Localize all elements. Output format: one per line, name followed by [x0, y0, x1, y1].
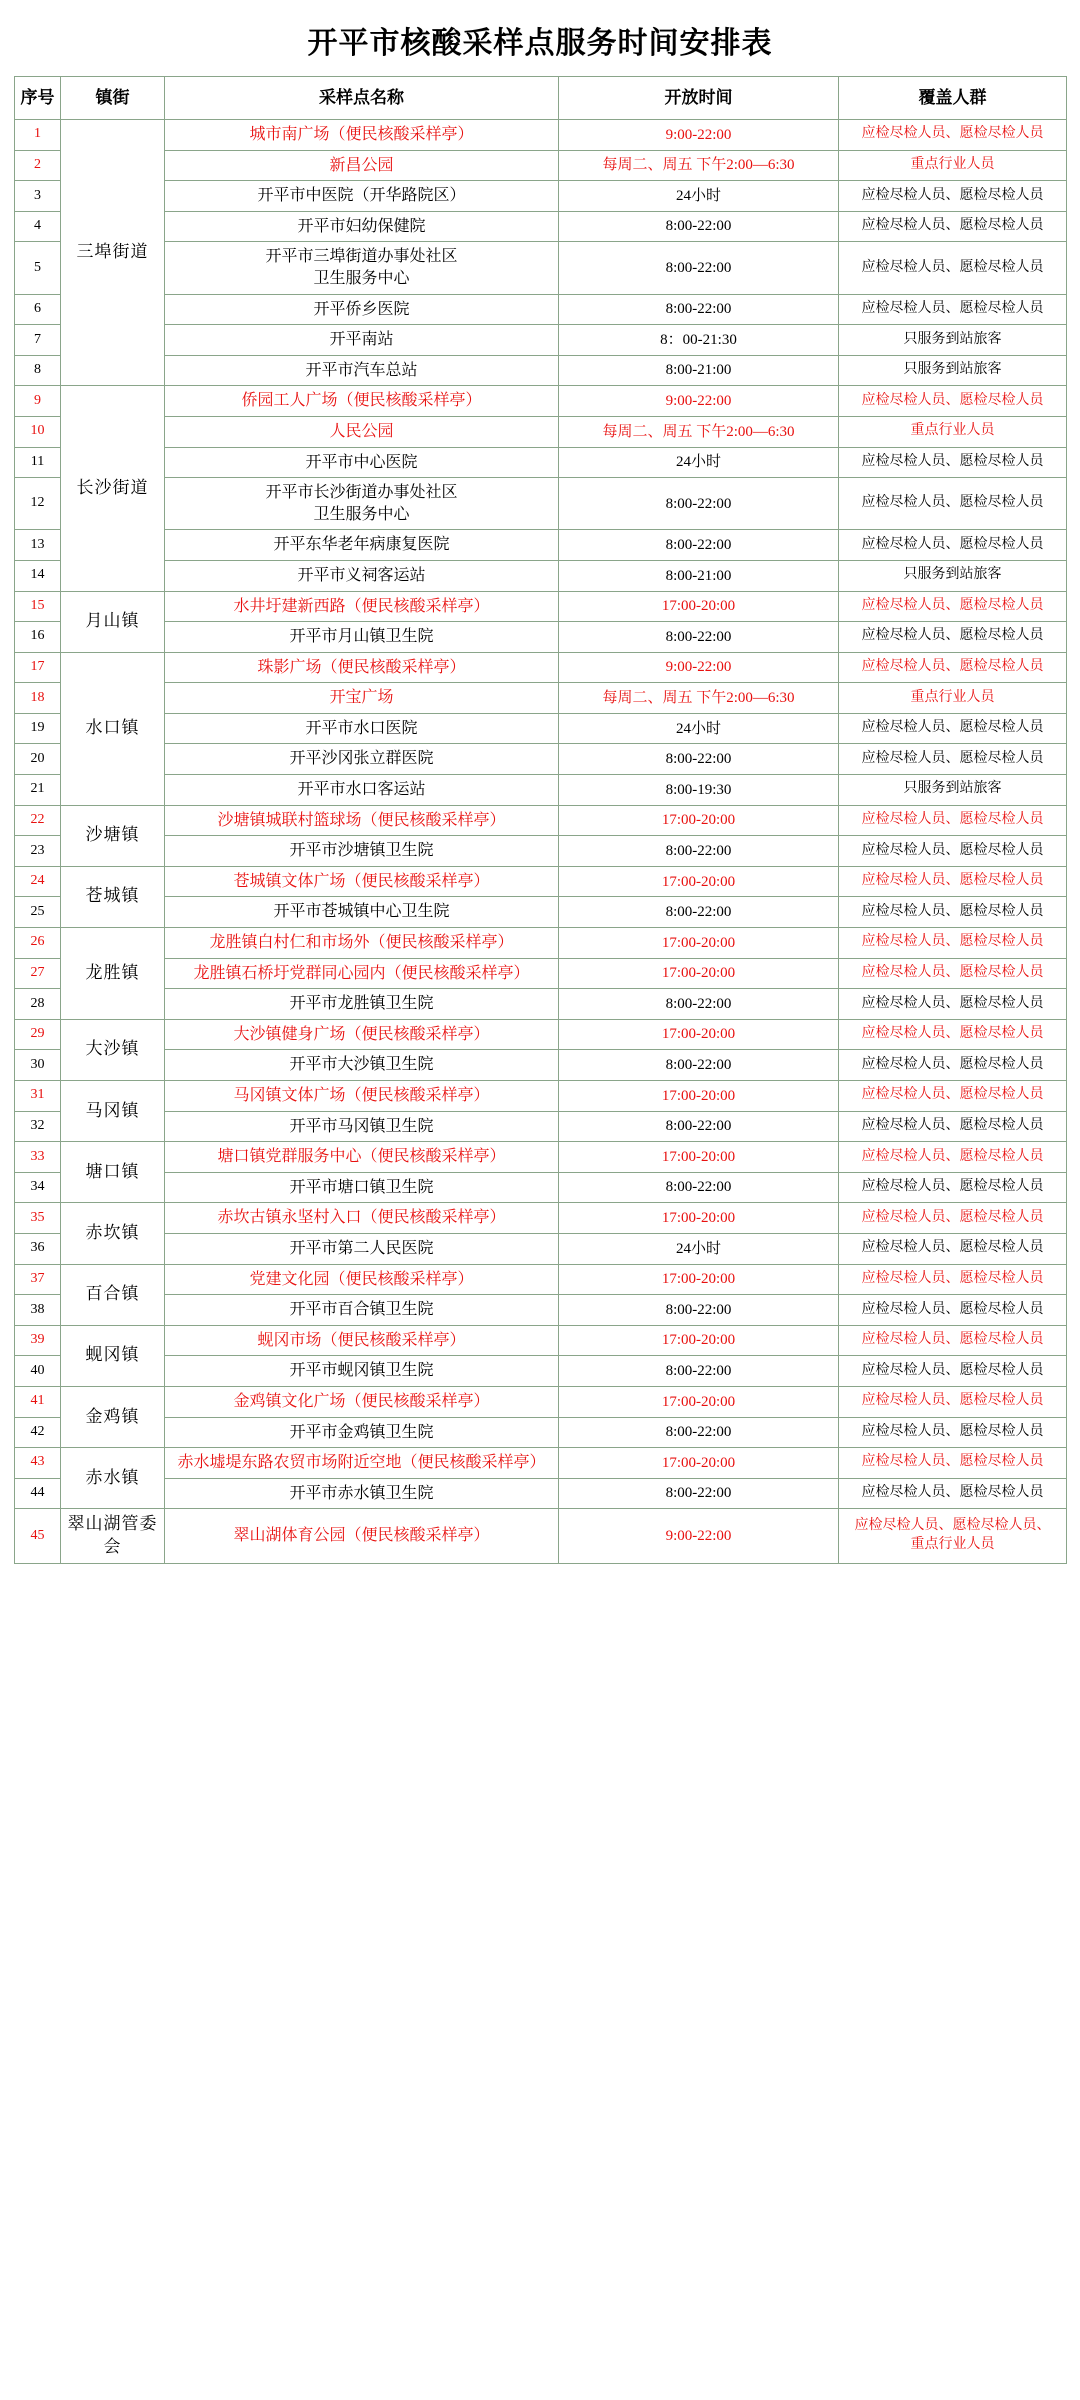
cell-covered-group: 应检尽检人员、愿检尽检人员: [839, 1233, 1067, 1264]
cell-index: 39: [15, 1325, 61, 1356]
cell-index: 37: [15, 1264, 61, 1295]
cell-open-time: 17:00-20:00: [559, 1081, 839, 1112]
cell-index: 5: [15, 242, 61, 294]
cell-index: 40: [15, 1356, 61, 1387]
cell-site-name: 翠山湖体育公园（便民核酸采样亭）: [165, 1509, 559, 1564]
cell-site-name: 大沙镇健身广场（便民核酸采样亭）: [165, 1019, 559, 1050]
table-row: [15, 897, 1067, 928]
cell-index: 8: [15, 355, 61, 386]
cell-covered-group: 应检尽检人员、愿检尽检人员: [839, 928, 1067, 959]
cell-open-time: 8:00-22:00: [559, 242, 839, 294]
cell-index: 10: [15, 416, 61, 447]
cell-site-name: 龙胜镇石桥圩党群同心园内（便民核酸采样亭）: [165, 958, 559, 989]
cell-covered-group: 应检尽检人员、愿检尽检人员: [839, 1478, 1067, 1509]
cell-index: 6: [15, 294, 61, 325]
column-header-time: 开放时间: [559, 77, 839, 120]
cell-open-time: 8:00-22:00: [559, 1111, 839, 1142]
cell-covered-group: 应检尽检人员、愿检尽检人员: [839, 1050, 1067, 1081]
cell-index: 1: [15, 120, 61, 151]
cell-covered-group: 重点行业人员: [839, 683, 1067, 714]
cell-site-name: 开平沙冈张立群医院: [165, 744, 559, 775]
cell-town: 苍城镇: [61, 866, 165, 927]
table-row: [15, 447, 1067, 478]
cell-index: 9: [15, 386, 61, 417]
cell-open-time: 每周二、周五 下午2:00—6:30: [559, 683, 839, 714]
cell-town: 翠山湖管委会: [61, 1509, 165, 1564]
cell-index: 28: [15, 989, 61, 1020]
table-row: [15, 355, 1067, 386]
table-row: [15, 591, 1067, 622]
table-header: [15, 77, 1067, 120]
cell-open-time: 8:00-22:00: [559, 211, 839, 242]
cell-covered-group: 应检尽检人员、愿检尽检人员: [839, 1356, 1067, 1387]
table-row: [15, 1325, 1067, 1356]
cell-index: 14: [15, 560, 61, 591]
cell-covered-group: 应检尽检人员、愿检尽检人员: [839, 1203, 1067, 1234]
cell-open-time: 9:00-22:00: [559, 652, 839, 683]
table-row: [15, 989, 1067, 1020]
table-row: [15, 928, 1067, 959]
table-row: [15, 652, 1067, 683]
cell-site-name: 水井圩建新西路（便民核酸采样亭）: [165, 591, 559, 622]
cell-index: 7: [15, 325, 61, 356]
cell-open-time: 17:00-20:00: [559, 866, 839, 897]
cell-index: 17: [15, 652, 61, 683]
cell-covered-group: 应检尽检人员、愿检尽检人员: [839, 1386, 1067, 1417]
cell-site-name: 开平市水口医院: [165, 713, 559, 744]
cell-index: 2: [15, 150, 61, 181]
table-row: [15, 1203, 1067, 1234]
cell-town: 沙塘镇: [61, 805, 165, 866]
cell-open-time: 8:00-22:00: [559, 530, 839, 561]
cell-index: 15: [15, 591, 61, 622]
cell-site-name: 开平东华老年病康复医院: [165, 530, 559, 561]
table-row: [15, 150, 1067, 181]
cell-open-time: 24小时: [559, 713, 839, 744]
cell-open-time: 每周二、周五 下午2:00—6:30: [559, 416, 839, 447]
cell-open-time: 17:00-20:00: [559, 928, 839, 959]
cell-open-time: 17:00-20:00: [559, 1264, 839, 1295]
cell-open-time: 8:00-22:00: [559, 836, 839, 867]
cell-index: 31: [15, 1081, 61, 1112]
cell-town: 三埠街道: [61, 120, 165, 386]
table-row: [15, 1509, 1067, 1564]
cell-open-time: 8:00-22:00: [559, 622, 839, 653]
cell-index: 22: [15, 805, 61, 836]
table-row: [15, 242, 1067, 294]
cell-site-name: 开平市月山镇卫生院: [165, 622, 559, 653]
cell-index: 23: [15, 836, 61, 867]
cell-covered-group: 应检尽检人员、愿检尽检人员: [839, 713, 1067, 744]
table-row: [15, 120, 1067, 151]
cell-town: 长沙街道: [61, 386, 165, 591]
table-row: [15, 1386, 1067, 1417]
cell-open-time: 17:00-20:00: [559, 958, 839, 989]
cell-open-time: 17:00-20:00: [559, 805, 839, 836]
cell-open-time: 9:00-22:00: [559, 1509, 839, 1564]
cell-covered-group: 应检尽检人员、愿检尽检人员、 重点行业人员: [839, 1509, 1067, 1564]
table-row: [15, 1081, 1067, 1112]
cell-index: 33: [15, 1142, 61, 1173]
cell-covered-group: 应检尽检人员、愿检尽检人员: [839, 1142, 1067, 1173]
cell-site-name: 开平市长沙街道办事处社区 卫生服务中心: [165, 478, 559, 530]
column-header-site: 采样点名称: [165, 77, 559, 120]
cell-site-name: 金鸡镇文化广场（便民核酸采样亭）: [165, 1386, 559, 1417]
table-row: [15, 560, 1067, 591]
table-row: [15, 416, 1067, 447]
cell-site-name: 开平市中医院（开华路院区）: [165, 181, 559, 212]
table-row: [15, 622, 1067, 653]
cell-index: 19: [15, 713, 61, 744]
table-header-row: [15, 77, 1067, 120]
table-row: [15, 1233, 1067, 1264]
cell-covered-group: 应检尽检人员、愿检尽检人员: [839, 1448, 1067, 1479]
cell-index: 13: [15, 530, 61, 561]
cell-site-name: 塘口镇党群服务中心（便民核酸采样亭）: [165, 1142, 559, 1173]
cell-covered-group: 应检尽检人员、愿检尽检人员: [839, 1417, 1067, 1448]
cell-open-time: 8:00-22:00: [559, 744, 839, 775]
cell-open-time: 17:00-20:00: [559, 591, 839, 622]
table-row: [15, 386, 1067, 417]
cell-open-time: 17:00-20:00: [559, 1325, 839, 1356]
table-row: [15, 1448, 1067, 1479]
table-row: [15, 478, 1067, 530]
cell-covered-group: 应检尽检人员、愿检尽检人员: [839, 1295, 1067, 1326]
cell-open-time: 24小时: [559, 447, 839, 478]
table-row: [15, 1111, 1067, 1142]
cell-covered-group: 应检尽检人员、愿检尽检人员: [839, 478, 1067, 530]
cell-site-name: 开宝广场: [165, 683, 559, 714]
cell-town: 蚬冈镇: [61, 1325, 165, 1386]
cell-site-name: 新昌公园: [165, 150, 559, 181]
cell-site-name: 党建文化园（便民核酸采样亭）: [165, 1264, 559, 1295]
cell-site-name: 开平市三埠街道办事处社区 卫生服务中心: [165, 242, 559, 294]
cell-covered-group: 应检尽检人员、愿检尽检人员: [839, 897, 1067, 928]
cell-covered-group: 应检尽检人员、愿检尽检人员: [839, 744, 1067, 775]
cell-index: 41: [15, 1386, 61, 1417]
cell-site-name: 侨园工人广场（便民核酸采样亭）: [165, 386, 559, 417]
cell-index: 29: [15, 1019, 61, 1050]
cell-covered-group: 应检尽检人员、愿检尽检人员: [839, 866, 1067, 897]
cell-covered-group: 应检尽检人员、愿检尽检人员: [839, 1264, 1067, 1295]
cell-site-name: 开平侨乡医院: [165, 294, 559, 325]
cell-open-time: 9:00-22:00: [559, 120, 839, 151]
cell-index: 30: [15, 1050, 61, 1081]
cell-covered-group: 应检尽检人员、愿检尽检人员: [839, 836, 1067, 867]
table-row: [15, 958, 1067, 989]
table-row: [15, 294, 1067, 325]
table-row: [15, 683, 1067, 714]
cell-covered-group: 应检尽检人员、愿检尽检人员: [839, 181, 1067, 212]
cell-site-name: 开平市百合镇卫生院: [165, 1295, 559, 1326]
table-row: [15, 836, 1067, 867]
cell-covered-group: 应检尽检人员、愿检尽检人员: [839, 958, 1067, 989]
cell-index: 16: [15, 622, 61, 653]
cell-site-name: 开平市马冈镇卫生院: [165, 1111, 559, 1142]
cell-site-name: 开平市金鸡镇卫生院: [165, 1417, 559, 1448]
cell-site-name: 开平市第二人民医院: [165, 1233, 559, 1264]
cell-open-time: 8:00-22:00: [559, 989, 839, 1020]
cell-open-time: 8:00-21:00: [559, 560, 839, 591]
cell-covered-group: 应检尽检人员、愿检尽检人员: [839, 805, 1067, 836]
cell-covered-group: 应检尽检人员、愿检尽检人员: [839, 1172, 1067, 1203]
cell-covered-group: 只服务到站旅客: [839, 325, 1067, 356]
cell-index: 27: [15, 958, 61, 989]
table-row: [15, 866, 1067, 897]
cell-index: 44: [15, 1478, 61, 1509]
cell-site-name: 蚬冈市场（便民核酸采样亭）: [165, 1325, 559, 1356]
cell-index: 24: [15, 866, 61, 897]
cell-index: 3: [15, 181, 61, 212]
cell-site-name: 开平市沙塘镇卫生院: [165, 836, 559, 867]
table-row: [15, 775, 1067, 806]
cell-open-time: 24小时: [559, 1233, 839, 1264]
cell-covered-group: 应检尽检人员、愿检尽检人员: [839, 1081, 1067, 1112]
cell-open-time: 8:00-22:00: [559, 1172, 839, 1203]
cell-index: 20: [15, 744, 61, 775]
cell-site-name: 马冈镇文体广场（便民核酸采样亭）: [165, 1081, 559, 1112]
cell-covered-group: 应检尽检人员、愿检尽检人员: [839, 652, 1067, 683]
cell-index: 11: [15, 447, 61, 478]
table-body: [15, 120, 1067, 1564]
cell-index: 12: [15, 478, 61, 530]
cell-covered-group: 应检尽检人员、愿检尽检人员: [839, 1111, 1067, 1142]
cell-town: 塘口镇: [61, 1142, 165, 1203]
cell-covered-group: 应检尽检人员、愿检尽检人员: [839, 989, 1067, 1020]
cell-site-name: 开平市苍城镇中心卫生院: [165, 897, 559, 928]
table-row: [15, 805, 1067, 836]
cell-open-time: 8:00-22:00: [559, 1295, 839, 1326]
column-header-group: 覆盖人群: [839, 77, 1067, 120]
cell-site-name: 人民公园: [165, 416, 559, 447]
cell-town: 赤水镇: [61, 1448, 165, 1509]
table-row: [15, 211, 1067, 242]
cell-covered-group: 应检尽检人员、愿检尽检人员: [839, 386, 1067, 417]
cell-open-time: 8:00-22:00: [559, 897, 839, 928]
cell-index: 38: [15, 1295, 61, 1326]
cell-covered-group: 只服务到站旅客: [839, 560, 1067, 591]
cell-index: 42: [15, 1417, 61, 1448]
cell-covered-group: 应检尽检人员、愿检尽检人员: [839, 242, 1067, 294]
cell-site-name: 珠影广场（便民核酸采样亭）: [165, 652, 559, 683]
cell-index: 18: [15, 683, 61, 714]
page-title: 开平市核酸采样点服务时间安排表: [307, 27, 773, 60]
cell-town: 百合镇: [61, 1264, 165, 1325]
table-row: [15, 744, 1067, 775]
cell-index: 43: [15, 1448, 61, 1479]
cell-open-time: 17:00-20:00: [559, 1448, 839, 1479]
table-row: [15, 325, 1067, 356]
cell-index: 26: [15, 928, 61, 959]
cell-index: 4: [15, 211, 61, 242]
cell-site-name: 沙塘镇城联村篮球场（便民核酸采样亭）: [165, 805, 559, 836]
cell-open-time: 17:00-20:00: [559, 1019, 839, 1050]
cell-town: 月山镇: [61, 591, 165, 652]
cell-open-time: 8:00-19:30: [559, 775, 839, 806]
cell-open-time: 17:00-20:00: [559, 1203, 839, 1234]
cell-covered-group: 重点行业人员: [839, 416, 1067, 447]
table-row: [15, 1417, 1067, 1448]
cell-covered-group: 只服务到站旅客: [839, 355, 1067, 386]
sampling-site-schedule-table: [14, 76, 1067, 1564]
cell-covered-group: 应检尽检人员、愿检尽检人员: [839, 591, 1067, 622]
cell-covered-group: 应检尽检人员、愿检尽检人员: [839, 120, 1067, 151]
table-row: [15, 530, 1067, 561]
table-row: [15, 1264, 1067, 1295]
cell-site-name: 开平市蚬冈镇卫生院: [165, 1356, 559, 1387]
table-row: [15, 1478, 1067, 1509]
cell-open-time: 24小时: [559, 181, 839, 212]
cell-covered-group: 只服务到站旅客: [839, 775, 1067, 806]
table-row: [15, 1142, 1067, 1173]
cell-site-name: 开平市塘口镇卫生院: [165, 1172, 559, 1203]
cell-town: 大沙镇: [61, 1019, 165, 1080]
cell-covered-group: 重点行业人员: [839, 150, 1067, 181]
cell-site-name: 开平市赤水镇卫生院: [165, 1478, 559, 1509]
cell-town: 金鸡镇: [61, 1386, 165, 1447]
table-row: [15, 1172, 1067, 1203]
cell-index: 45: [15, 1509, 61, 1564]
table-row: [15, 1050, 1067, 1081]
cell-open-time: 8:00-22:00: [559, 478, 839, 530]
cell-site-name: 赤水墟堤东路农贸市场附近空地（便民核酸采样亭）: [165, 1448, 559, 1479]
cell-site-name: 开平市水口客运站: [165, 775, 559, 806]
table-row: [15, 1295, 1067, 1326]
cell-site-name: 城市南广场（便民核酸采样亭）: [165, 120, 559, 151]
table-row: [15, 1356, 1067, 1387]
cell-index: 34: [15, 1172, 61, 1203]
cell-index: 35: [15, 1203, 61, 1234]
cell-town: 水口镇: [61, 652, 165, 805]
cell-open-time: 9:00-22:00: [559, 386, 839, 417]
cell-site-name: 开平南站: [165, 325, 559, 356]
cell-town: 赤坎镇: [61, 1203, 165, 1264]
cell-open-time: 17:00-20:00: [559, 1142, 839, 1173]
cell-open-time: 8：00-21:30: [559, 325, 839, 356]
cell-site-name: 开平市妇幼保健院: [165, 211, 559, 242]
cell-open-time: 8:00-21:00: [559, 355, 839, 386]
cell-covered-group: 应检尽检人员、愿检尽检人员: [839, 211, 1067, 242]
cell-covered-group: 应检尽检人员、愿检尽检人员: [839, 294, 1067, 325]
cell-town: 马冈镇: [61, 1081, 165, 1142]
table-row: [15, 713, 1067, 744]
cell-covered-group: 应检尽检人员、愿检尽检人员: [839, 1325, 1067, 1356]
cell-site-name: 龙胜镇白村仁和市场外（便民核酸采样亭）: [165, 928, 559, 959]
cell-open-time: 8:00-22:00: [559, 294, 839, 325]
cell-index: 21: [15, 775, 61, 806]
cell-covered-group: 应检尽检人员、愿检尽检人员: [839, 447, 1067, 478]
cell-site-name: 苍城镇文体广场（便民核酸采样亭）: [165, 866, 559, 897]
table-row: [15, 1019, 1067, 1050]
cell-open-time: 17:00-20:00: [559, 1386, 839, 1417]
table-row: [15, 181, 1067, 212]
column-header-town: 镇街: [61, 77, 165, 120]
cell-open-time: 每周二、周五 下午2:00—6:30: [559, 150, 839, 181]
column-header-index: 序号: [15, 77, 61, 120]
cell-covered-group: 应检尽检人员、愿检尽检人员: [839, 530, 1067, 561]
cell-covered-group: 应检尽检人员、愿检尽检人员: [839, 1019, 1067, 1050]
cell-site-name: 开平市中心医院: [165, 447, 559, 478]
cell-index: 25: [15, 897, 61, 928]
cell-covered-group: 应检尽检人员、愿检尽检人员: [839, 622, 1067, 653]
cell-index: 32: [15, 1111, 61, 1142]
cell-open-time: 8:00-22:00: [559, 1478, 839, 1509]
cell-site-name: 开平市义祠客运站: [165, 560, 559, 591]
cell-open-time: 8:00-22:00: [559, 1356, 839, 1387]
cell-site-name: 开平市汽车总站: [165, 355, 559, 386]
cell-open-time: 8:00-22:00: [559, 1050, 839, 1081]
cell-town: 龙胜镇: [61, 928, 165, 1020]
cell-site-name: 开平市龙胜镇卫生院: [165, 989, 559, 1020]
cell-site-name: 赤坎古镇永坚村入口（便民核酸采样亭）: [165, 1203, 559, 1234]
cell-open-time: 8:00-22:00: [559, 1417, 839, 1448]
cell-site-name: 开平市大沙镇卫生院: [165, 1050, 559, 1081]
cell-index: 36: [15, 1233, 61, 1264]
